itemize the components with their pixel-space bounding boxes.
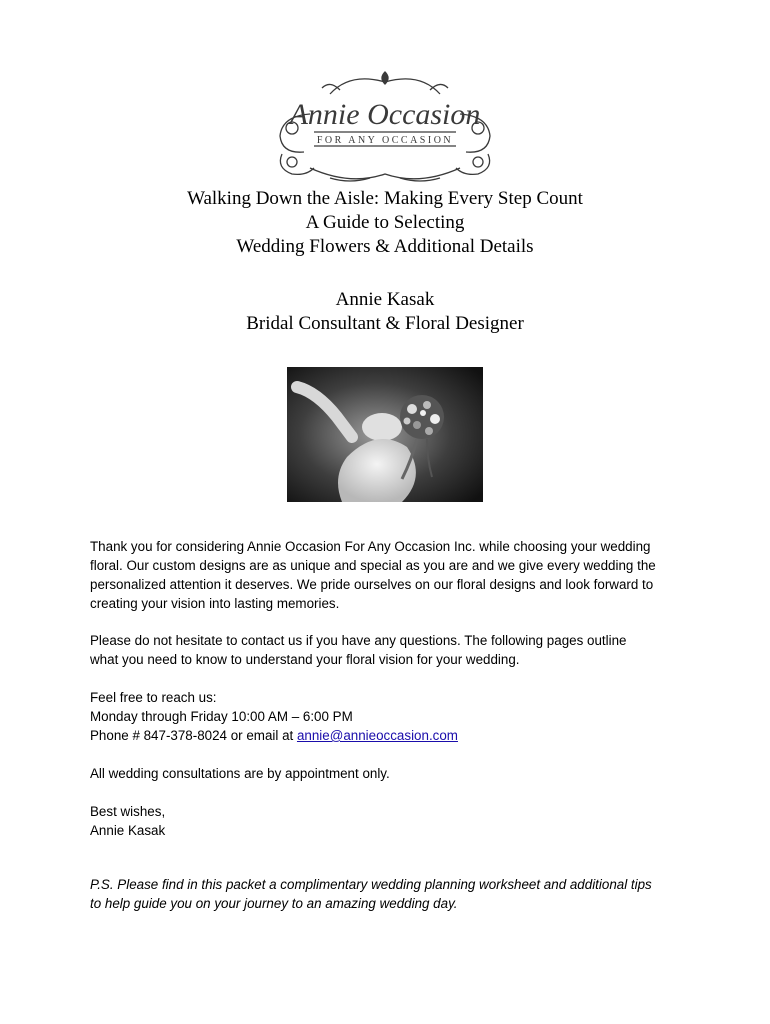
bride-bouquet-photo xyxy=(287,367,483,502)
logo-script-text: Annie Occasion xyxy=(289,98,481,131)
business-hours: Monday through Friday 10:00 AM – 6:00 PM xyxy=(90,709,353,724)
author-block xyxy=(0,288,770,336)
contact-note-line: Please do not hesitate to contact us if you have any questions. The following pages outline xyxy=(90,633,627,648)
intro-line: creating your vision into lasting memories. xyxy=(90,596,340,611)
contact-note-paragraph xyxy=(90,631,690,669)
intro-line: Thank you for considering Annie Occasion For Any Occasion Inc. while choosing your wedding xyxy=(90,539,651,554)
email-link[interactable]: annie@annieoccasion.com xyxy=(296,728,458,743)
title-line-1: Walking Down the Aisle: Making Every Step Count xyxy=(187,188,583,209)
salutation: Best wishes, xyxy=(90,804,166,819)
signature: Annie Kasak xyxy=(90,823,166,838)
document-title xyxy=(0,187,770,259)
author-name: Annie Kasak xyxy=(335,289,435,310)
contact-note-line: what you need to know to understand your floral vision for your wedding. xyxy=(90,652,520,667)
annie-occasion-logo xyxy=(270,66,500,186)
title-line-2: A Guide to Selecting xyxy=(305,212,465,233)
postscript-paragraph xyxy=(90,875,690,913)
phone-email-line xyxy=(90,726,690,745)
reach-us-block xyxy=(90,688,690,745)
postscript-line: P.S. Please find in this packet a complimentary wedding planning worksheet and additional tips xyxy=(90,877,652,892)
postscript-line: to help guide you on your journey to an amazing wedding day. xyxy=(90,896,458,911)
appointment-note xyxy=(90,764,690,783)
intro-line: personalized attention it deserves. We pride ourselves on our floral designs and look forward to xyxy=(90,577,654,592)
phone-text: Phone # 847-378-8024 or email at xyxy=(90,728,297,743)
logo-tagline-text: FOR ANY OCCASION xyxy=(316,135,454,146)
appointment-text: All wedding consultations are by appointment only. xyxy=(90,766,390,781)
closing-block xyxy=(90,802,690,840)
title-line-3: Wedding Flowers & Additional Details xyxy=(236,236,534,257)
reach-intro: Feel free to reach us: xyxy=(90,690,217,705)
intro-paragraph xyxy=(90,537,690,613)
author-role: Bridal Consultant & Floral Designer xyxy=(246,313,524,334)
intro-line: floral. Our custom designs are as unique and special as you are and we give every wedding the xyxy=(90,558,656,573)
